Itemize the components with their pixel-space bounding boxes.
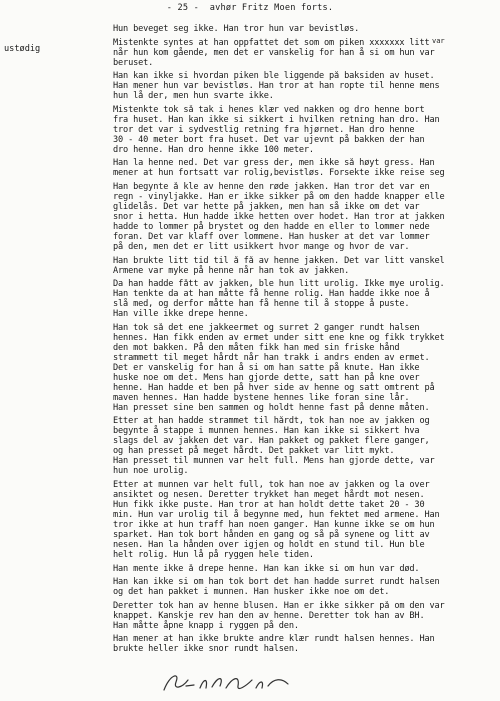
document-body bbox=[113, 24, 495, 658]
handwritten-insertion: var bbox=[432, 37, 445, 45]
paragraph: Mistenkte syntes at han oppfattet det som om piken xxxxxxx litt når hun kom gående, men det er vanskelig for han å si om hun var beruset. bbox=[113, 37, 435, 68]
paragraph: Etter at munnen var helt full, tok han noe av jakken og la over ansiktet og nesen. Deretter trykket han meget hårdt mot nesen. Hun fikk ikke puste. Han tror at han holdt dette taket 20 - 30 min. Hun var urolig til å begynne med, hun fektet med armene. Han tror ikke at hun traff han noen ganger. Han kunne ikke se om hun sparket. Han tok bort hånden en gang og så på synene og litt av nesen. Han la hånden over igjen og holdt en stund til. Hun ble helt rolig. Hun lå på ryggen hele tiden. bbox=[113, 479, 440, 560]
signature bbox=[160, 668, 295, 698]
margin-note: ustødig bbox=[4, 44, 41, 54]
paragraph: Etter at han hadde strammet til hårdt, tok han noe av jakken og begynte å stappe i munnen hennes. Han kan ikke si sikkert hva slags del av jakken det var. Han pakket og pakket flere ganger, og han presset på meget hårdt. Det pakket var litt mykt. Han presset til munnen var helt full. Mens han gjorde dette, var hun noe urolig. bbox=[113, 416, 435, 477]
paragraph: Han kan ikke si hvordan piken ble liggende på baksiden av huset. Han mener hun var bevistløs. Han tror at han ropte til henne mens hun lå der, men hun svarte ikke. bbox=[113, 71, 440, 102]
paragraph: Han brukte litt tid til å få av henne jakken. Det var litt vanskel Armene var myke på henne når han tok av jakken. bbox=[113, 255, 445, 276]
paragraph: Mistenkte tok så tak i henes klær ved nakken og dro henne bort fra huset. Han kan ikke si sikkert i hvilken retning han dro. Han tror det var i sydvestlig retning fra hjørnet. Han dro henne 30 - 40 meter bort fra huset. Det var ujevnt på bakken der han dro henne. Han dro henne ikke 100 meter. bbox=[113, 104, 440, 155]
paragraph: Han mente ikke å drepe henne. Han kan ikke si om hun var død. bbox=[113, 563, 420, 574]
page-header: - 25 - avhør Fritz Moen forts. bbox=[166, 3, 334, 13]
paragraph: Hun beveget seg ikke. Han tror hun var bevistløs. bbox=[113, 24, 360, 34]
paragraph: Deretter tok han av henne blusen. Han er ikke sikker på om den var knappet. Kanskje rev han den av henne. Deretter tok han av BH. Han måtte åpne knapp i ryggen på den. bbox=[113, 600, 445, 631]
paragraph: Da han hadde fått av jakken, ble hun litt urolig. Ikke mye urolig. Han tenkte da at han måtte få henne rolig. Han hadde ikke noe å slå med, og derfor måtte han få henne til å stoppe å puste. Han ville ikke drepe henne. bbox=[113, 279, 445, 320]
paragraph: Han la henne ned. Det var gress der, men ikke så høyt gress. Han mener at hun fortsatt var rolig,bevistløs. Forsekte ikke reise seg bbox=[113, 158, 445, 179]
paragraph: Han kan ikke si om han tok bort det han hadde surret rundt halsen og det han pakket i munnen. Han husker ikke noe om det. bbox=[113, 577, 440, 598]
paragraph: Han tok så det ene jakkeermet og surret 2 ganger rundt halsen hennes. Han fikk enden av ermet under sitt ene kne og fikk trykket den mot bakken. På den måten fikk han med sin friske hånd strammett til meget hårdt når han trakk i andrs enden av ermet. Det er vanskelig for han å si om han satte på knute. Han ikke huske noe om det. Mens han gjorde dette, satt han på kne over henne. Han hadde et ben på hver side av henne og satt omtrent på maven hennes. Han hadde bystene hennes like foran sine lår. Han presset sine ben sammen og holdt henne fast på denne måten. bbox=[113, 322, 445, 413]
paragraph: Han mener at han ikke brukte andre klær rundt halsen hennes. Han brukte heller ikke snor rundt halsen. bbox=[113, 634, 435, 655]
paragraph: Han begynte å kle av henne den røde jakken. Han tror det var en regn - vinyljakke. Han er ikke sikker på om den hadde knapper elle glidelås. Det var hette på jakken, men han så ikke om det var snor i hetta. Hun hadde ikke hetten over hodet. Han tror at jakken hadde to lommer på brystet og den hadde en eller to lommer nede foran. Det var klaff over lommene. Han husker at det var lommer på den, men det er litt usikkert hvor mange og hvor de var. bbox=[113, 181, 445, 252]
